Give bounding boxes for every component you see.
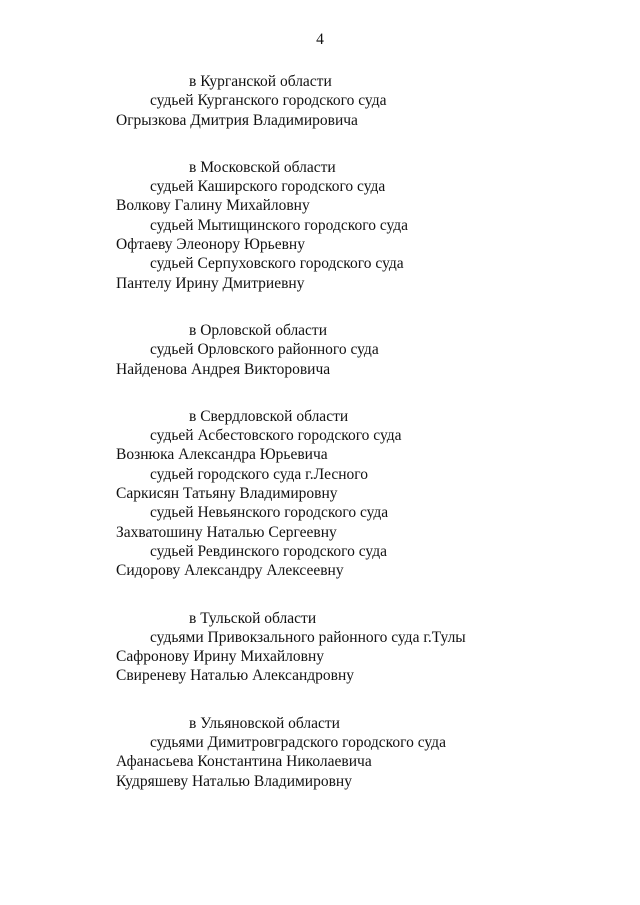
court-appointment: судьей городского суда г.Лесного	[150, 465, 368, 483]
region-section	[0, 158, 640, 293]
document-body	[0, 72, 640, 819]
judge-name: Найденова Андрея Викторовича	[116, 360, 331, 378]
judge-name: Сидорову Александру Алексеевну	[116, 562, 344, 580]
region-heading: в Орловской области	[189, 321, 328, 339]
judge-name: Саркисян Татьяну Владимировну	[116, 485, 338, 503]
region-heading: в Курганской области	[189, 73, 332, 90]
judge-name: Сафронову Ирину Михайловну	[116, 648, 325, 666]
court-appointment: судьей Серпуховского городского суда	[150, 255, 404, 273]
court-appointment: судьями Привокзального районного суда г.Тулы	[150, 628, 466, 646]
court-appointment: судьей Асбестовского городского суда	[150, 427, 402, 445]
region-heading: в Тульской области	[189, 609, 317, 627]
region-heading: в Московской области	[189, 158, 336, 176]
region-section	[0, 407, 640, 581]
region-heading: в Ульяновской области	[189, 714, 340, 732]
court-appointment: судьей Ревдинского городского суда	[150, 542, 387, 560]
judge-name: Пантелу Ирину Дмитриевну	[116, 274, 305, 292]
judge-name: Кудряшеву Наталью Владимировну	[116, 772, 352, 790]
judge-name: Вознюка Александра Юрьевича	[116, 446, 328, 464]
judge-name: Свиреневу Наталью Александровну	[116, 667, 355, 685]
region-section	[0, 72, 640, 130]
court-appointment: судьей Мытищинского городского суда	[150, 216, 409, 234]
judge-name: Огрызкова Дмитрия Владимировича	[116, 111, 358, 129]
judge-name: Волкову Галину Михайловну	[116, 197, 310, 215]
region-section	[0, 714, 640, 791]
court-appointment: судьями Димитровградского городского суда	[150, 734, 446, 752]
court-appointment: судьей Орловского районного суда	[150, 341, 379, 359]
region-section	[0, 321, 640, 379]
region-section	[0, 609, 640, 686]
judge-name: Захватошину Наталью Сергеевну	[116, 523, 337, 541]
judge-name: Офтаеву Элеонору Юрьевну	[116, 236, 305, 254]
page-number: 4	[316, 31, 324, 48]
court-appointment: судьей Курганского городского суда	[150, 92, 387, 110]
judge-name: Афанасьева Константина Николаевича	[116, 753, 372, 771]
region-heading: в Свердловской области	[189, 407, 349, 425]
court-appointment: судьей Каширского городского суда	[150, 178, 386, 196]
court-appointment: судьей Невьянского городского суда	[150, 504, 389, 522]
